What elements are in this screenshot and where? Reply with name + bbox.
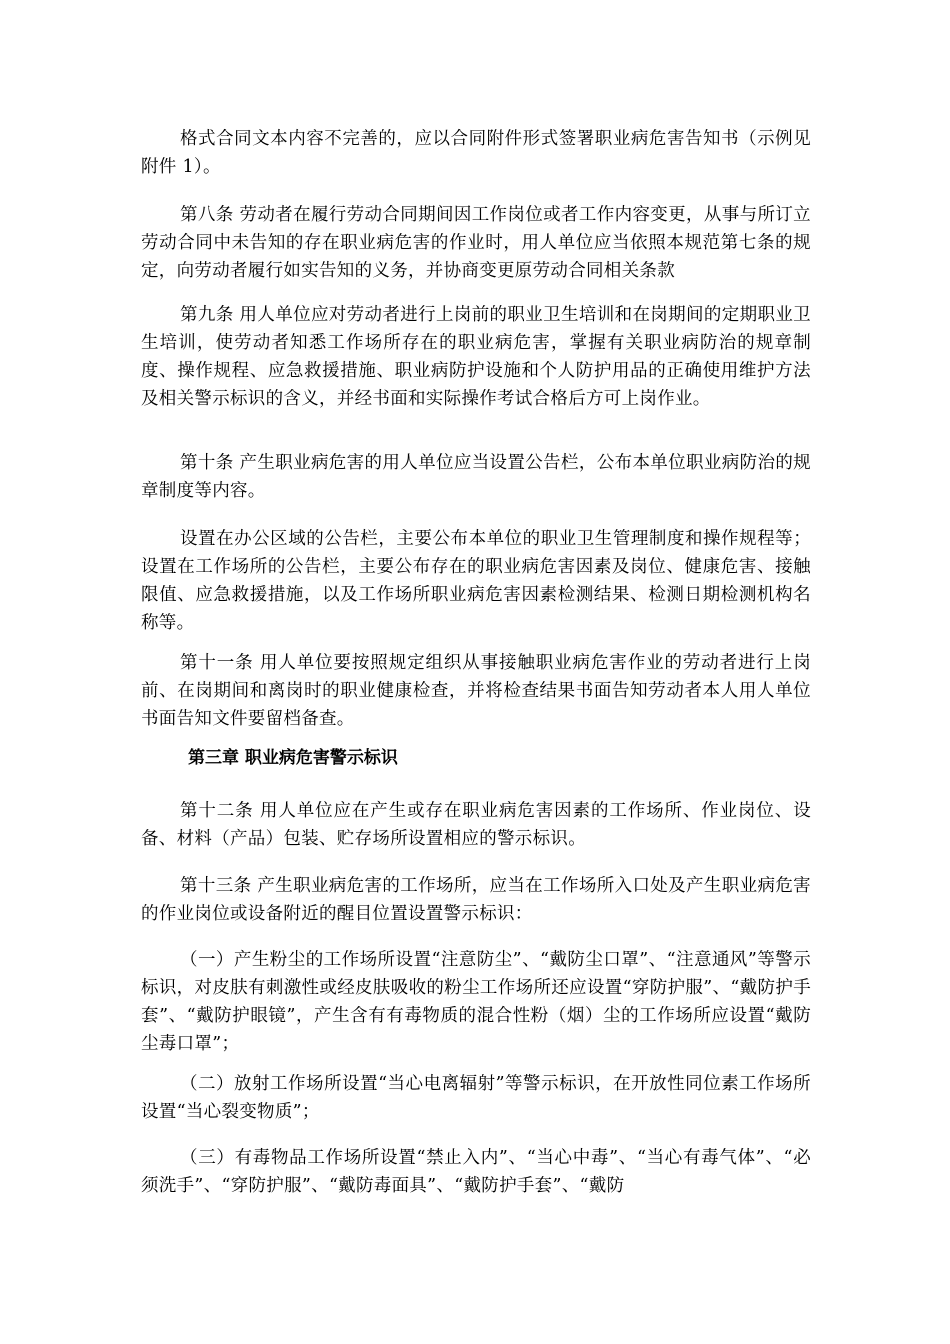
paragraph-article-8: 第八条 劳动者在履行劳动合同期间因工作岗位或者工作内容变更，从事与所订立劳动合同中未告知的存在职业病危害的作业时，用人单位应当依照本规范第七条的规定，向劳动者履行如实告知的义务，并协商变更原劳动合同相关条款 — [141, 205, 811, 281]
paragraph-article-9: 第九条 用人单位应对劳动者进行上岗前的职业卫生培训和在岗期间的定期职业卫生培训，使劳动者知悉工作场所存在的职业病危害，掌握有关职业病防治的规章制度、操作规程、应急救援措施、职业病防护设施和个人防护用品的正确使用维护方法及相关警示标识的含义，并经书面和实际操作考试合格后方可上岗作业。 — [141, 305, 811, 409]
paragraph-contract-annex: 格式合同文本内容不完善的，应以合同附件形式签署职业病危害告知书（示例见附件 1）。 — [141, 129, 811, 177]
paragraph-article-13: 第十三条 产生职业病危害的工作场所，应当在工作场所入口处及产生职业病危害的作业岗位或设备附近的醒目位置设置警示标识： — [141, 876, 811, 924]
paragraph-item-2: （二）放射工作场所设置“当心电离辐射”等警示标识，在开放性同位素工作场所设置“当心裂变物质”； — [141, 1074, 811, 1122]
paragraph-article-10: 第十条 产生职业病危害的用人单位应当设置公告栏，公布本单位职业病防治的规章制度等内容。 — [141, 453, 811, 501]
paragraph-bulletin-board: 设置在办公区域的公告栏，主要公布本单位的职业卫生管理制度和操作规程等；设置在工作场所的公告栏，主要公布存在的职业病危害因素及岗位、健康危害、接触限值、应急救援措施，以及工作场所职业病危害因素检测结果、检测日期检测机构名称等。 — [141, 529, 811, 633]
paragraph-item-1: （一）产生粉尘的工作场所设置“注意防尘”、“戴防尘口罩”、“注意通风”等警示标识，对皮肤有刺激性或经皮肤吸收的粉尘工作场所还应设置“穿防护服”、“戴防护手套”、“戴防护眼镜”，产生含有有毒物质的混合性粉（烟）尘的工作场所应设置“戴防尘毒口罩”； — [141, 950, 811, 1054]
chapter-heading: 第三章 职业病危害警示标识 — [188, 748, 398, 768]
paragraph-article-11: 第十一条 用人单位要按照规定组织从事接触职业病危害作业的劳动者进行上岗前、在岗期间和离岗时的职业健康检查，并将检查结果书面告知劳动者本人用人单位书面告知文件要留档备查。 — [141, 653, 811, 729]
paragraph-item-3: （三）有毒物品工作场所设置“禁止入内”、“当心中毒”、“当心有毒气体”、“必须洗手”、“穿防护服”、“戴防毒面具”、“戴防护手套”、“戴防 — [141, 1148, 811, 1196]
paragraph-article-12: 第十二条 用人单位应在产生或存在职业病危害因素的工作场所、作业岗位、设备、材料（产品）包装、贮存场所设置相应的警示标识。 — [141, 801, 811, 849]
